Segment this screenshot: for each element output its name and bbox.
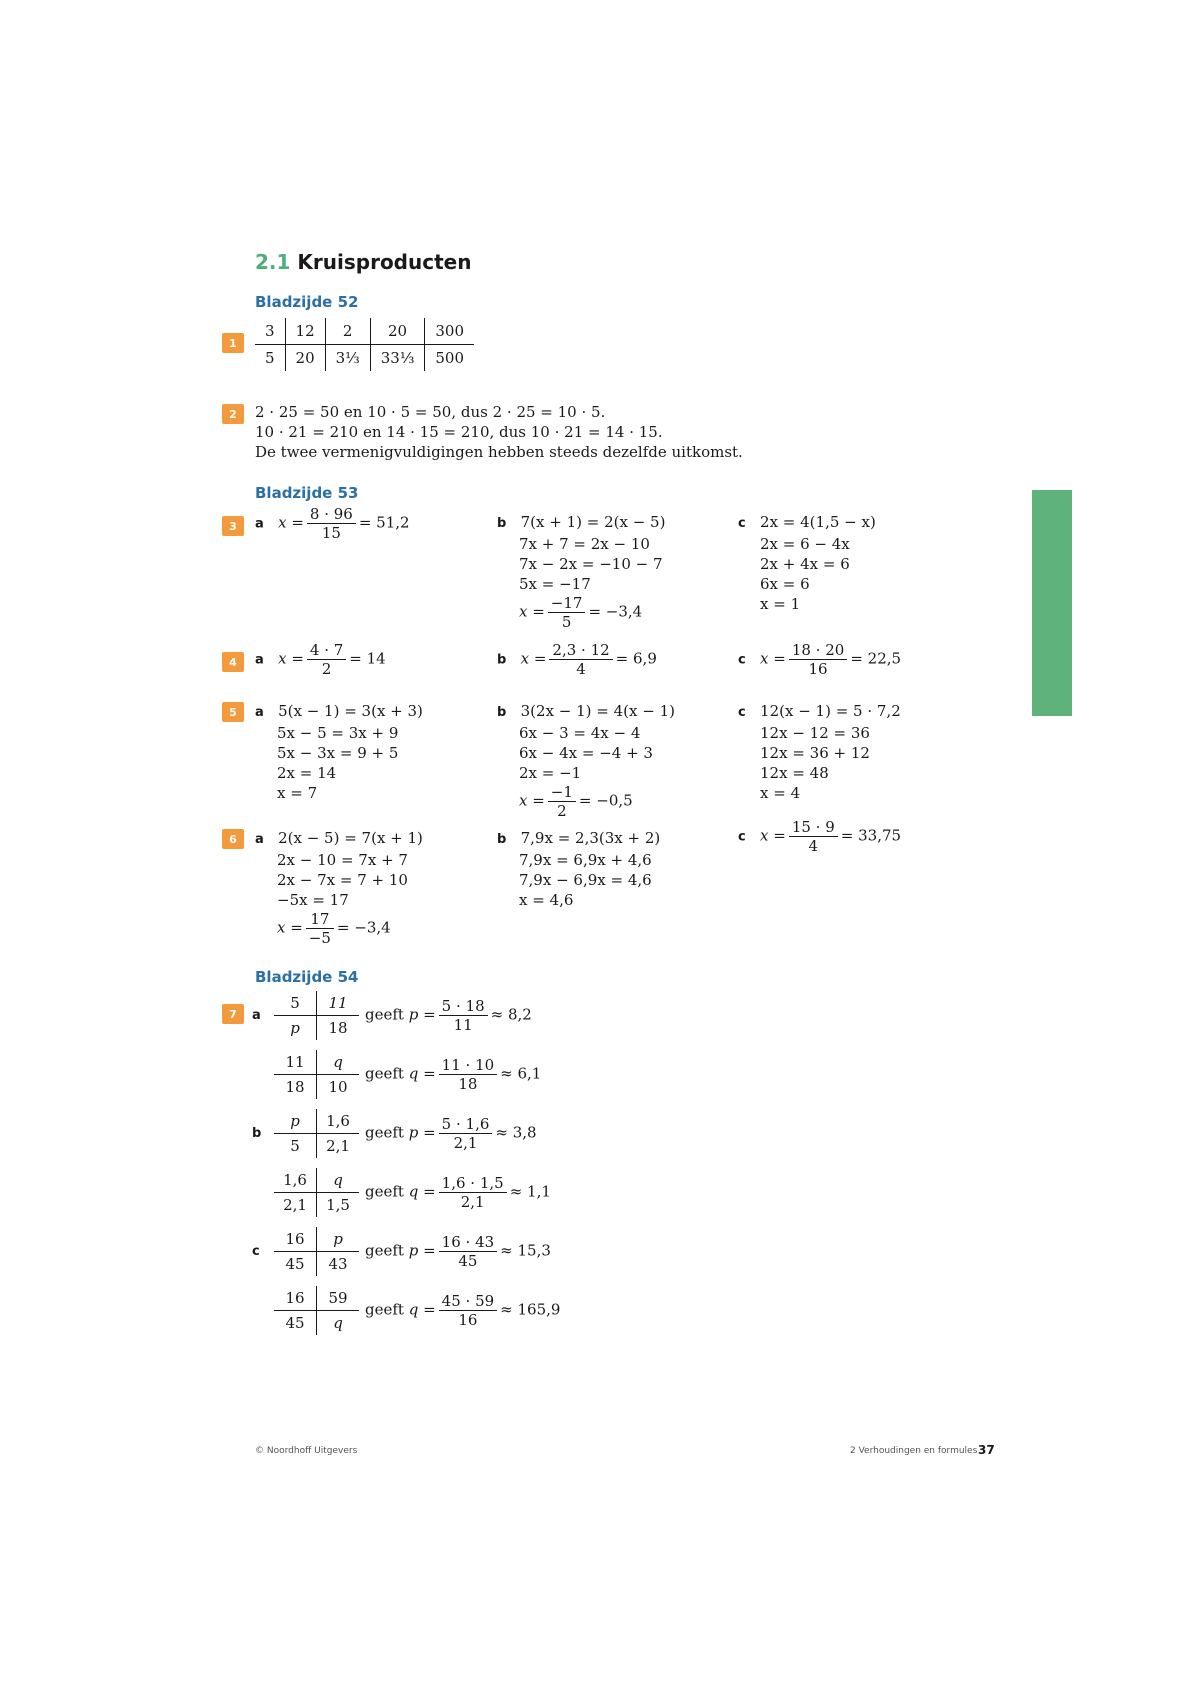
fraction <box>306 910 334 947</box>
equation-lhs: x = <box>519 791 545 810</box>
answer-q7a-1: a 5 11 p 18 geeft p = $\frac{5 \cdot 18}{11}$ ≈ 8,2 <box>252 991 532 1040</box>
denominator: 2 <box>307 659 346 678</box>
exercise-badge-2: 2 <box>222 404 244 424</box>
equation-line: 12x = 48 <box>760 764 829 782</box>
exercise-badge-4: 4 <box>222 652 244 672</box>
variable: p <box>408 1123 419 1142</box>
equation-result: = −0,5 <box>578 791 633 810</box>
ratio-table <box>274 1109 359 1158</box>
equation-line: x = 1 <box>760 595 801 613</box>
fraction <box>439 1056 497 1093</box>
answer-q6b <box>497 828 660 910</box>
numerator: 8 · 96 <box>309 505 353 523</box>
answer-q5c <box>738 701 901 803</box>
table-cell: 20 <box>285 345 325 372</box>
variable: p <box>408 1005 419 1024</box>
equation-result: ≈ 165,9 <box>500 1300 561 1319</box>
gives-text: geeft <box>365 1300 404 1319</box>
fraction <box>548 594 586 631</box>
equation-line: 2x = 6 − 4x <box>760 535 850 553</box>
equation-line: 7(x + 1) = 2(x − 5) <box>520 513 666 531</box>
equation-line: 6x = 6 <box>760 575 810 593</box>
table-cell: 43 <box>317 1252 360 1277</box>
denominator: 16 <box>789 659 847 678</box>
part-label: c <box>738 516 746 531</box>
equation-line: 12x = 36 + 12 <box>760 744 870 762</box>
fraction <box>307 641 346 678</box>
fraction <box>307 505 356 542</box>
table-cell: 2 <box>325 318 370 345</box>
equation-line: 2(x − 5) = 7(x + 1) <box>278 829 423 847</box>
numerator: 16 · 43 <box>441 1233 495 1251</box>
table-cell: 45 <box>285 1314 305 1332</box>
equation-result: = 14 <box>349 649 386 668</box>
equation-result: = 51,2 <box>358 513 410 532</box>
equation-lhs: x = <box>760 649 786 668</box>
equation-line: 2x = 14 <box>277 764 337 782</box>
table-cell: 2,1 <box>283 1196 307 1214</box>
table-cell: 10 <box>317 1075 360 1100</box>
answer-q6a <box>255 828 423 947</box>
variable: q <box>408 1300 419 1319</box>
part-label: b <box>252 1126 262 1141</box>
table-cell: 1,6 <box>274 1168 317 1193</box>
equation-line: 6x − 3 = 4x − 4 <box>519 724 641 742</box>
table-cell: q <box>317 1311 360 1336</box>
fraction <box>789 641 847 678</box>
ratio-table <box>274 1286 359 1335</box>
equation-line: 2x = 4(1,5 − x) <box>760 513 876 531</box>
equation-result: = 22,5 <box>850 649 902 668</box>
part-label: a <box>255 652 264 668</box>
part-label: c <box>738 705 746 720</box>
table-cell: 2,1 <box>317 1134 360 1159</box>
denominator: 15 <box>307 523 356 542</box>
table-cell: 11 <box>274 1050 317 1075</box>
denominator: 4 <box>549 659 612 678</box>
denominator: 2 <box>548 801 576 820</box>
numerator: 17 <box>310 910 330 928</box>
table-cell: q <box>317 1050 360 1075</box>
equation-line: x = 4,6 <box>519 891 574 909</box>
part-label: a <box>252 1008 261 1023</box>
equation-line: 6x − 4x = −4 + 3 <box>519 744 653 762</box>
table-cell: 5 <box>265 349 275 367</box>
equation-lhs: x = <box>760 826 786 845</box>
gives-text: geeft <box>365 1005 404 1024</box>
table-cell: 300 <box>425 318 474 345</box>
section-number: 2.1 <box>255 250 291 274</box>
equation-line: 5x − 5 = 3x + 9 <box>277 724 399 742</box>
equation-line: 2x − 7x = 7 + 10 <box>277 871 408 889</box>
numerator: 45 · 59 <box>441 1292 495 1310</box>
table-cell: 59 <box>317 1286 360 1311</box>
fraction <box>439 997 488 1034</box>
table-cell: 500 <box>425 345 474 372</box>
table-cell: 18 <box>317 1016 360 1041</box>
equation-lhs: x = <box>278 649 304 668</box>
numerator: −1 <box>550 783 573 801</box>
equation-line: 2x = −1 <box>519 764 582 782</box>
equation-lhs: x = <box>278 513 304 532</box>
variable: q <box>408 1064 419 1083</box>
numerator: 11 · 10 <box>441 1056 495 1074</box>
equation-line: 12(x − 1) = 5 · 7,2 <box>760 702 901 720</box>
denominator: 2,1 <box>439 1133 493 1152</box>
part-label: a <box>255 516 264 532</box>
footer-chapter: 2 Verhoudingen en formules <box>850 1446 978 1456</box>
gives-text: geeft <box>365 1182 404 1201</box>
footer-publisher: © Noordhoff Uitgevers <box>255 1446 358 1456</box>
fraction <box>548 783 576 820</box>
answer-q5b <box>497 701 675 820</box>
equation-line: 7,9x − 6,9x = 4,6 <box>519 871 652 889</box>
equation-lhs: x = <box>519 602 545 621</box>
equation-line: 7x − 2x = −10 − 7 <box>519 555 663 573</box>
numerator: 15 · 9 <box>791 818 835 836</box>
table-cell: 16 <box>274 1227 317 1252</box>
table-cell: 1,5 <box>317 1193 360 1218</box>
denominator: 16 <box>439 1310 497 1329</box>
answer-q7a-2: 11 q 18 10 geeft q = $\frac{11 \cdot 10}{18}$ ≈ 6,1 <box>252 1050 541 1099</box>
exercise-badge-5: 5 <box>222 702 244 722</box>
gives-text: geeft <box>365 1123 404 1142</box>
denominator: −5 <box>306 928 334 947</box>
part-label: a <box>255 832 264 847</box>
answer-q4c <box>738 641 901 678</box>
answer-q7b-1: b p 1,6 5 2,1 geeft p = $\frac{5 \cdot 1,6}{2,1}$ ≈ 3,8 <box>252 1109 537 1158</box>
ratio-table <box>274 1168 359 1217</box>
numerator: 2,3 · 12 <box>552 641 610 659</box>
table-cell: 16 <box>274 1286 317 1311</box>
part-label: c <box>252 1244 260 1259</box>
ratio-table <box>274 1050 359 1099</box>
denominator: 2,1 <box>439 1192 507 1211</box>
fraction <box>439 1174 507 1211</box>
answer-q7c-2: 16 59 45 q geeft q = $\frac{45 \cdot 59}{16}$ ≈ 165,9 <box>252 1286 560 1335</box>
table-cell: 12 <box>285 318 325 345</box>
denominator: 4 <box>789 836 838 855</box>
table-cell: 11 <box>317 991 360 1016</box>
numerator: 5 · 1,6 <box>441 1115 490 1133</box>
denominator: 18 <box>439 1074 497 1093</box>
part-label: b <box>497 652 507 668</box>
page-reference-53: Bladzijde 53 <box>255 484 359 502</box>
equation-line: x = 7 <box>277 784 318 802</box>
answer-line: 2 · 25 = 50 en 10 · 5 = 50, dus 2 · 25 = 10 · 5. <box>255 403 606 421</box>
numerator: 4 · 7 <box>309 641 344 659</box>
page-number: 37 <box>978 1443 995 1457</box>
equation-result: ≈ 1,1 <box>509 1182 551 1201</box>
answer-q5a <box>255 701 423 803</box>
table-cell: 33⅓ <box>370 345 425 372</box>
gives-text: geeft <box>365 1064 404 1083</box>
page-reference-52: Bladzijde 52 <box>255 293 359 311</box>
answer-q2 <box>255 402 743 462</box>
variable: p <box>408 1241 419 1260</box>
equation-result: = 33,75 <box>840 826 902 845</box>
part-label: b <box>497 832 507 847</box>
gives-text: geeft <box>365 1241 404 1260</box>
numerator: −17 <box>550 594 583 612</box>
answer-q6c <box>738 818 901 855</box>
table-cell: 3⅓ <box>325 345 370 372</box>
equation-result: = −3,4 <box>336 918 391 937</box>
part-label: b <box>497 516 507 531</box>
table-cell: 3 <box>255 318 285 345</box>
fraction <box>439 1233 497 1270</box>
equation-result: = 6,9 <box>615 649 657 668</box>
table-cell: 45 <box>285 1255 305 1273</box>
answer-line: De twee vermenigvuldigingen hebben steeds dezelfde uitkomst. <box>255 443 743 461</box>
equation-result: ≈ 6,1 <box>500 1064 542 1083</box>
exercise-badge-7: 7 <box>222 1004 244 1024</box>
fraction <box>439 1292 497 1329</box>
equation-line: −5x = 17 <box>277 891 349 909</box>
equation-lhs: x = <box>277 918 303 937</box>
part-label: a <box>255 705 264 720</box>
part-label: c <box>738 652 746 668</box>
equation-line: 2x + 4x = 6 <box>760 555 850 573</box>
equation-line: 7x + 7 = 2x − 10 <box>519 535 650 553</box>
table-cell: p <box>274 1109 317 1134</box>
page-reference-54: Bladzijde 54 <box>255 968 359 986</box>
exercise-badge-3: 3 <box>222 516 244 536</box>
equation-line: 12x − 12 = 36 <box>760 724 870 742</box>
table-cell: p <box>290 1019 300 1037</box>
fraction <box>439 1115 493 1152</box>
denominator: 5 <box>548 612 586 631</box>
numerator: 1,6 · 1,5 <box>441 1174 504 1192</box>
equation-line: 5(x − 1) = 3(x + 3) <box>278 702 423 720</box>
ratio-table <box>274 1227 359 1276</box>
equation-line: 5x − 3x = 9 + 5 <box>277 744 399 762</box>
equation-result: ≈ 8,2 <box>490 1005 532 1024</box>
denominator: 45 <box>439 1251 497 1270</box>
equation-lhs: x = <box>520 649 547 668</box>
answer-q4b <box>497 641 657 678</box>
answer-q7b-2: 1,6 q 2,1 1,5 geeft q = $\frac{1,6 \cdot 1,5}{2,1}$ ≈ 1,1 <box>252 1168 551 1217</box>
numerator: 5 · 18 <box>441 997 485 1015</box>
fraction <box>789 818 838 855</box>
table-cell: q <box>317 1168 360 1193</box>
numerator: 18 · 20 <box>791 641 845 659</box>
part-label: b <box>497 705 507 720</box>
answer-q7c-1: c 16 p 45 43 geeft p = $\frac{16 \cdot 43}{45}$ ≈ 15,3 <box>252 1227 551 1276</box>
table-cell: 20 <box>370 318 425 345</box>
ratio-table-q1 <box>255 318 474 371</box>
answer-q3a <box>255 505 410 542</box>
equation-result: ≈ 15,3 <box>500 1241 551 1260</box>
table-cell: 18 <box>285 1078 305 1096</box>
equation-line: 7,9x = 6,9x + 4,6 <box>519 851 652 869</box>
chapter-tab-marker <box>1032 490 1072 716</box>
denominator: 11 <box>439 1015 488 1034</box>
table-cell: p <box>317 1227 360 1252</box>
ratio-table <box>274 991 359 1040</box>
answer-q3c <box>738 512 876 614</box>
exercise-badge-1: 1 <box>222 333 244 353</box>
answer-q4a <box>255 641 386 678</box>
equation-line: 2x − 10 = 7x + 7 <box>277 851 408 869</box>
variable: q <box>408 1182 419 1201</box>
section-title <box>255 250 471 274</box>
equation-result: ≈ 3,8 <box>495 1123 537 1142</box>
answer-line: 10 · 21 = 210 en 14 · 15 = 210, dus 10 · 21 = 14 · 15. <box>255 423 663 441</box>
equation-line: 7,9x = 2,3(3x + 2) <box>520 829 661 847</box>
table-cell: 5 <box>274 991 317 1016</box>
exercise-badge-6: 6 <box>222 829 244 849</box>
part-label: c <box>738 829 746 845</box>
equation-line: 5x = −17 <box>519 575 591 593</box>
equation-line: x = 4 <box>760 784 801 802</box>
table-cell: 1,6 <box>317 1109 360 1134</box>
answer-q3b <box>497 512 665 631</box>
fraction <box>549 641 612 678</box>
equation-line: 3(2x − 1) = 4(x − 1) <box>520 702 675 720</box>
table-cell: 5 <box>290 1137 300 1155</box>
equation-result: = −3,4 <box>588 602 643 621</box>
section-name: Kruisproducten <box>297 250 472 274</box>
